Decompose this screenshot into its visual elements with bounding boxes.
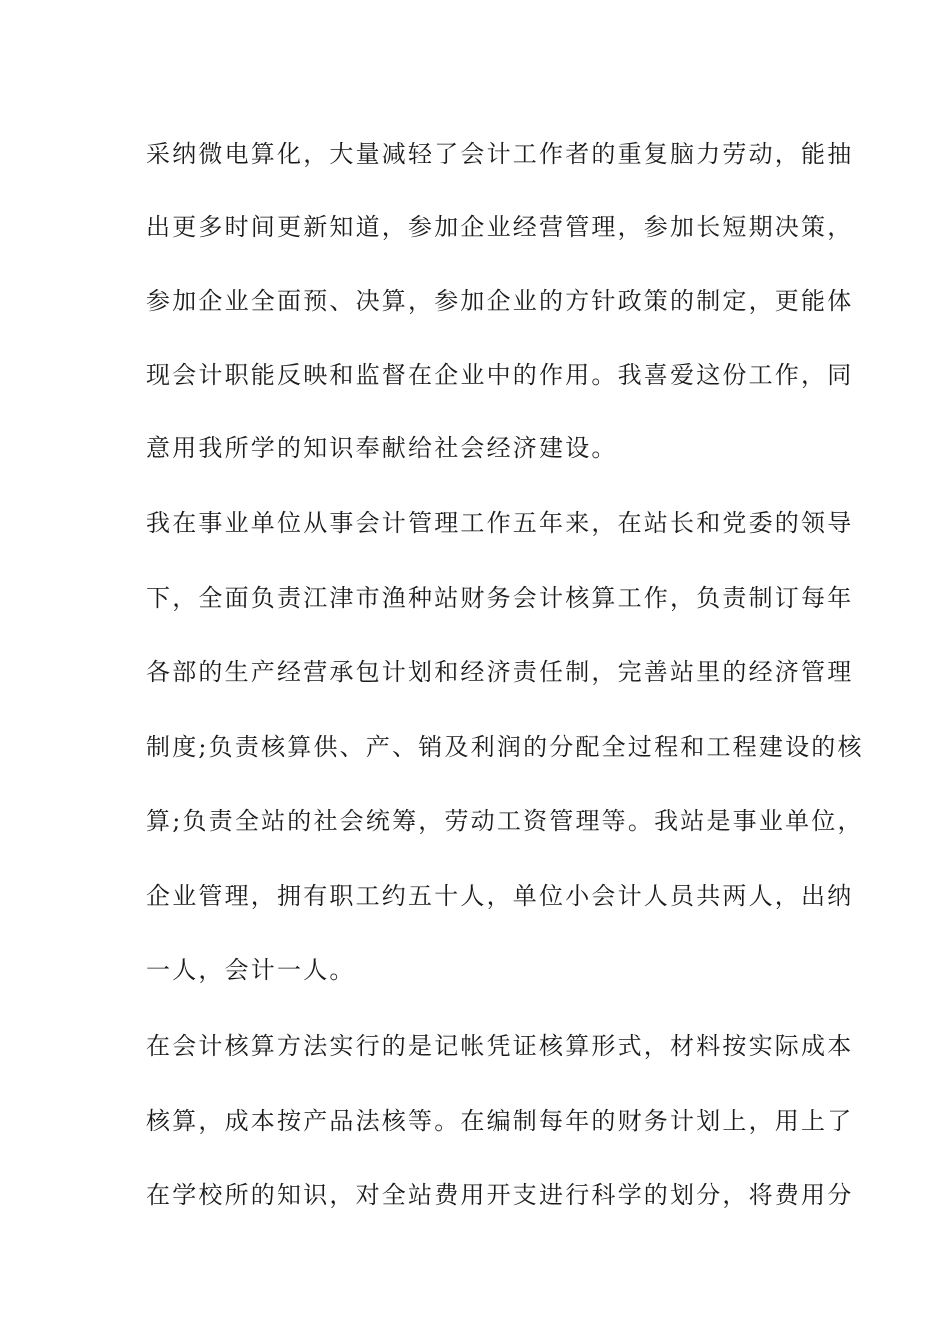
paragraph-1-line-4: 现会计职能反映和监督在企业中的作用。我喜爱这份工作，同: [146, 361, 854, 389]
paragraph-1-line-3: 参加企业全面预、决算，参加企业的方针政策的制定，更能体: [146, 287, 854, 315]
paragraph-2-line-1: 我在事业单位从事会计管理工作五年来，在站长和党委的领导: [146, 509, 854, 537]
paragraph-2-line-2: 下，全面负责江津市渔种站财务会计核算工作，负责制订每年: [146, 584, 854, 612]
paragraph-2-line-4: 制度;负责核算供、产、销及利润的分配全过程和工程建设的核: [146, 733, 864, 761]
paragraph-2-line-5: 算;负责全站的社会统筹，劳动工资管理等。我站是事业单位，: [146, 807, 864, 835]
paragraph-1-line-1: 采纳微电算化，大量减轻了会计工作者的重复脑力劳动，能抽: [146, 140, 854, 168]
paragraph-2-line-7: 一人，会计一人。: [146, 956, 356, 984]
paragraph-3-line-3: 在学校所的知识，对全站费用开支进行科学的划分，将费用分: [146, 1181, 854, 1209]
paragraph-2-line-3: 各部的生产经营承包计划和经济责任制，完善站里的经济管理: [146, 658, 854, 686]
paragraph-2-line-6: 企业管理，拥有职工约五十人，单位小会计人员共两人，出纳: [146, 882, 854, 910]
paragraph-1-line-2: 出更多时间更新知道，参加企业经营管理，参加长短期决策，: [146, 213, 854, 241]
paragraph-1-line-5: 意用我所学的知识奉献给社会经济建设。: [146, 434, 618, 462]
paragraph-3-line-2: 核算，成本按产品法核等。在编制每年的财务计划上，用上了: [146, 1107, 854, 1135]
paragraph-3-line-1: 在会计核算方法实行的是记帐凭证核算形式，材料按实际成本: [146, 1032, 854, 1060]
